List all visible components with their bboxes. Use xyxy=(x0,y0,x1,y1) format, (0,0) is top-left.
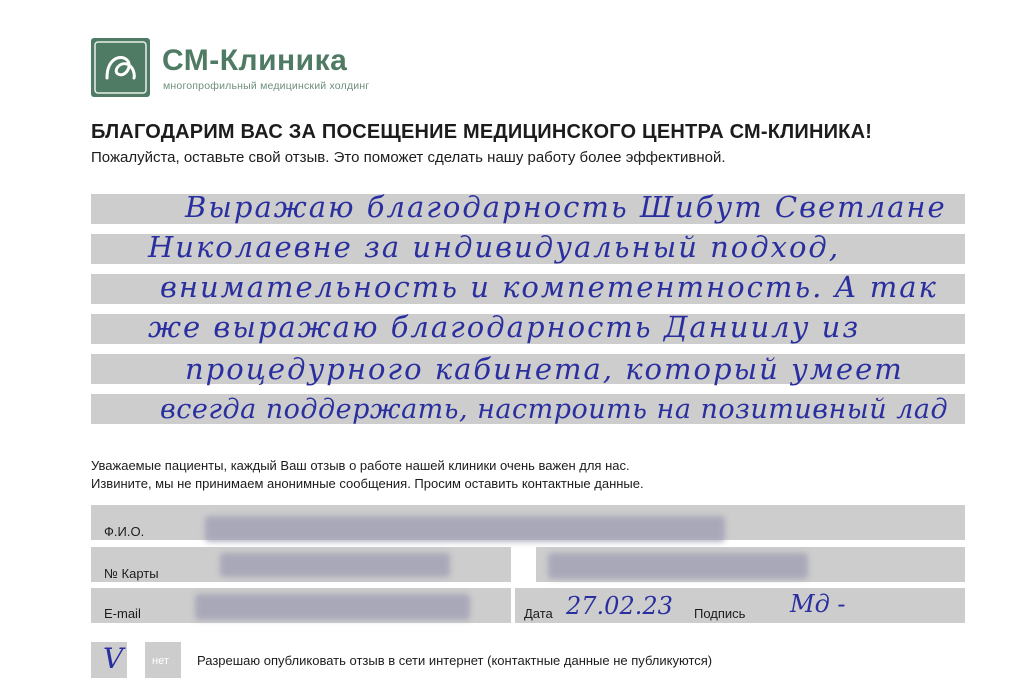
review-line: Выражаю благодарность Шибут Светлане xyxy=(185,190,947,224)
redacted-email xyxy=(195,594,470,620)
brand-logo xyxy=(91,38,150,97)
signature-label: Подпись xyxy=(694,606,746,621)
review-line: же выражаю благодарность Даниилу из xyxy=(148,310,861,344)
email-label: E-mail xyxy=(104,606,141,621)
notice-line-2: Извините, мы не принимаем анонимные сообщения. Просим оставить контактные данные. xyxy=(91,476,644,491)
redacted-phone xyxy=(548,553,808,579)
review-line: Николаевне за индивидуальный подход, xyxy=(148,230,841,264)
redacted-card xyxy=(220,553,450,577)
date-label: Дата xyxy=(524,606,553,621)
card-label: № Карты xyxy=(104,566,159,581)
brand-tagline: многопрофильный медицинский холдинг xyxy=(163,80,370,92)
page-subtitle: Пожалуйста, оставьте свой отзыв. Это поможет сделать нашу работу более эффективной. xyxy=(91,149,726,166)
brand-name: СМ-Клиника xyxy=(162,44,348,77)
review-line: процедурного кабинета, который умеет xyxy=(185,352,904,386)
date-value: 27.02.23 xyxy=(566,592,673,620)
signature-value: Мд - xyxy=(790,590,846,618)
stylized-cm-leaf-icon xyxy=(91,38,150,97)
consent-no-label: нет xyxy=(152,655,169,667)
review-line: всегда поддержать, настроить на позитивный лад xyxy=(160,394,949,425)
notice-line-1: Уважаемые пациенты, каждый Ваш отзыв о работе нашей клиники очень важен для нас. xyxy=(91,458,630,473)
consent-text: Разрешаю опубликовать отзыв в сети интернет (контактные данные не публикуются) xyxy=(197,653,713,668)
consent-check-mark: V xyxy=(103,642,124,675)
review-line: внимательность и компетентность. А так xyxy=(160,270,938,304)
page-title: БЛАГОДАРИМ ВАС ЗА ПОСЕЩЕНИЕ МЕДИЦИНСКОГО ЦЕНТРА СМ-КЛИНИКА! xyxy=(91,121,873,143)
redacted-fio xyxy=(205,516,725,542)
fio-label: Ф.И.О. xyxy=(104,524,145,539)
